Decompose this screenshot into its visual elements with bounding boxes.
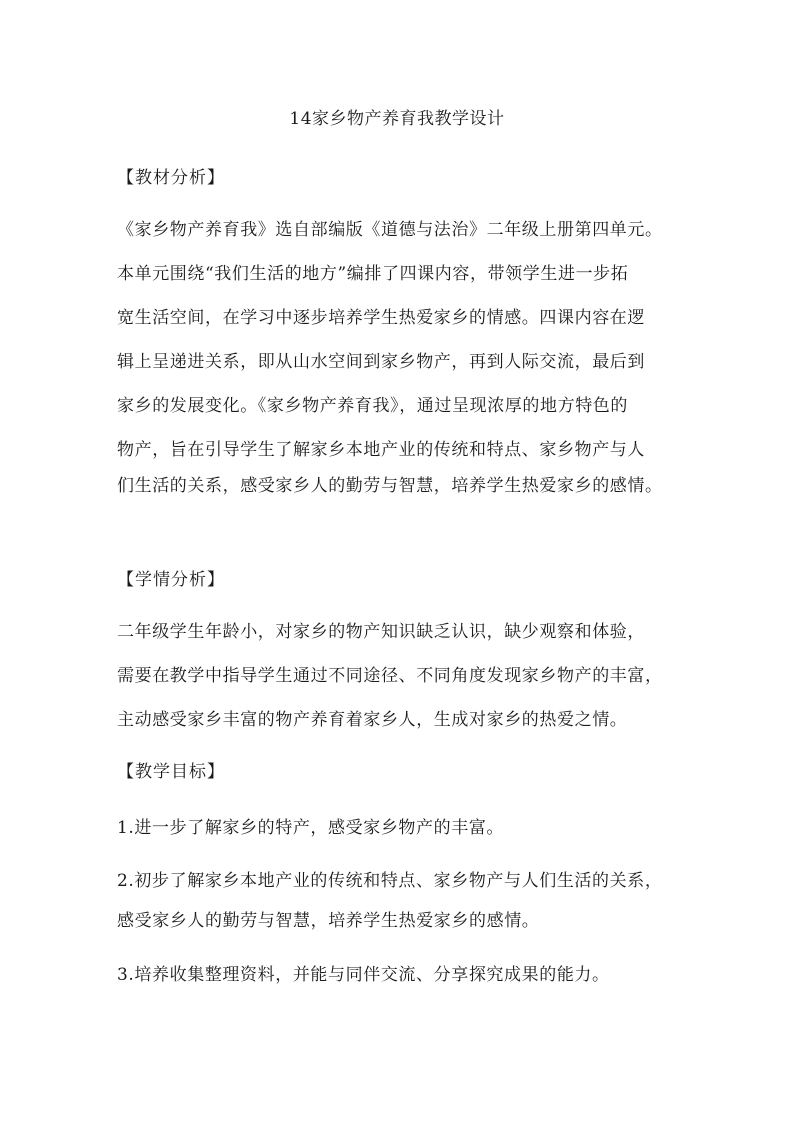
section-heading-learner-analysis: 【学情分析】 [117, 570, 225, 590]
paragraph-line: 二年级学生年龄小，对家乡的物产知识缺乏认识，缺少观察和体验， [117, 622, 645, 642]
paragraph-line: 物产，旨在引导学生了解家乡本地产业的传统和特点、家乡物产与人 [117, 440, 645, 460]
goal-item: 1.进一步了解家乡的特产，感受家乡物产的丰富。 [117, 818, 505, 838]
paragraph-line: 宽生活空间，在学习中逐步培养学生热爱家乡的情感。四课内容在逻 [117, 308, 645, 328]
paragraph-line: 需要在教学中指导学生通过不同途径、不同角度发现家乡物产的丰富， [117, 666, 663, 686]
section-heading-textbook-analysis: 【教材分析】 [117, 168, 225, 188]
paragraph-line: 主动感受家乡丰富的物产养育着家乡人，生成对家乡的热爱之情。 [117, 710, 628, 730]
page-title: 14家乡物产养育我教学设计 [289, 109, 505, 129]
paragraph-line: 本单元围绕“我们生活的地方”编排了四课内容，带领学生进一步拓 [117, 264, 629, 284]
goal-item: 2.初步了解家乡本地产业的传统和特点、家乡物产与人们生活的关系， [117, 871, 663, 891]
paragraph-line: 家乡的发展变化。《家乡物产养育我》，通过呈现浓厚的地方特色的 [117, 396, 628, 416]
section-heading-teaching-goals: 【教学目标】 [117, 762, 225, 782]
paragraph-line: 辑上呈递进关系，即从山水空间到家乡物产，再到人际交流，最后到 [117, 352, 645, 372]
goal-item: 3.培养收集整理资料，并能与同伴交流、分享探究成果的能力。 [117, 965, 610, 985]
goal-item-continuation: 感受家乡人的勤劳与智慧，培养学生热爱家乡的感情。 [117, 911, 540, 931]
paragraph-line: 们生活的关系，感受家乡人的勤劳与智慧，培养学生热爱家乡的感情。 [117, 476, 663, 496]
paragraph-line: 《家乡物产养育我》选自部编版《道德与法治》二年级上册第四单元。 [117, 220, 663, 240]
